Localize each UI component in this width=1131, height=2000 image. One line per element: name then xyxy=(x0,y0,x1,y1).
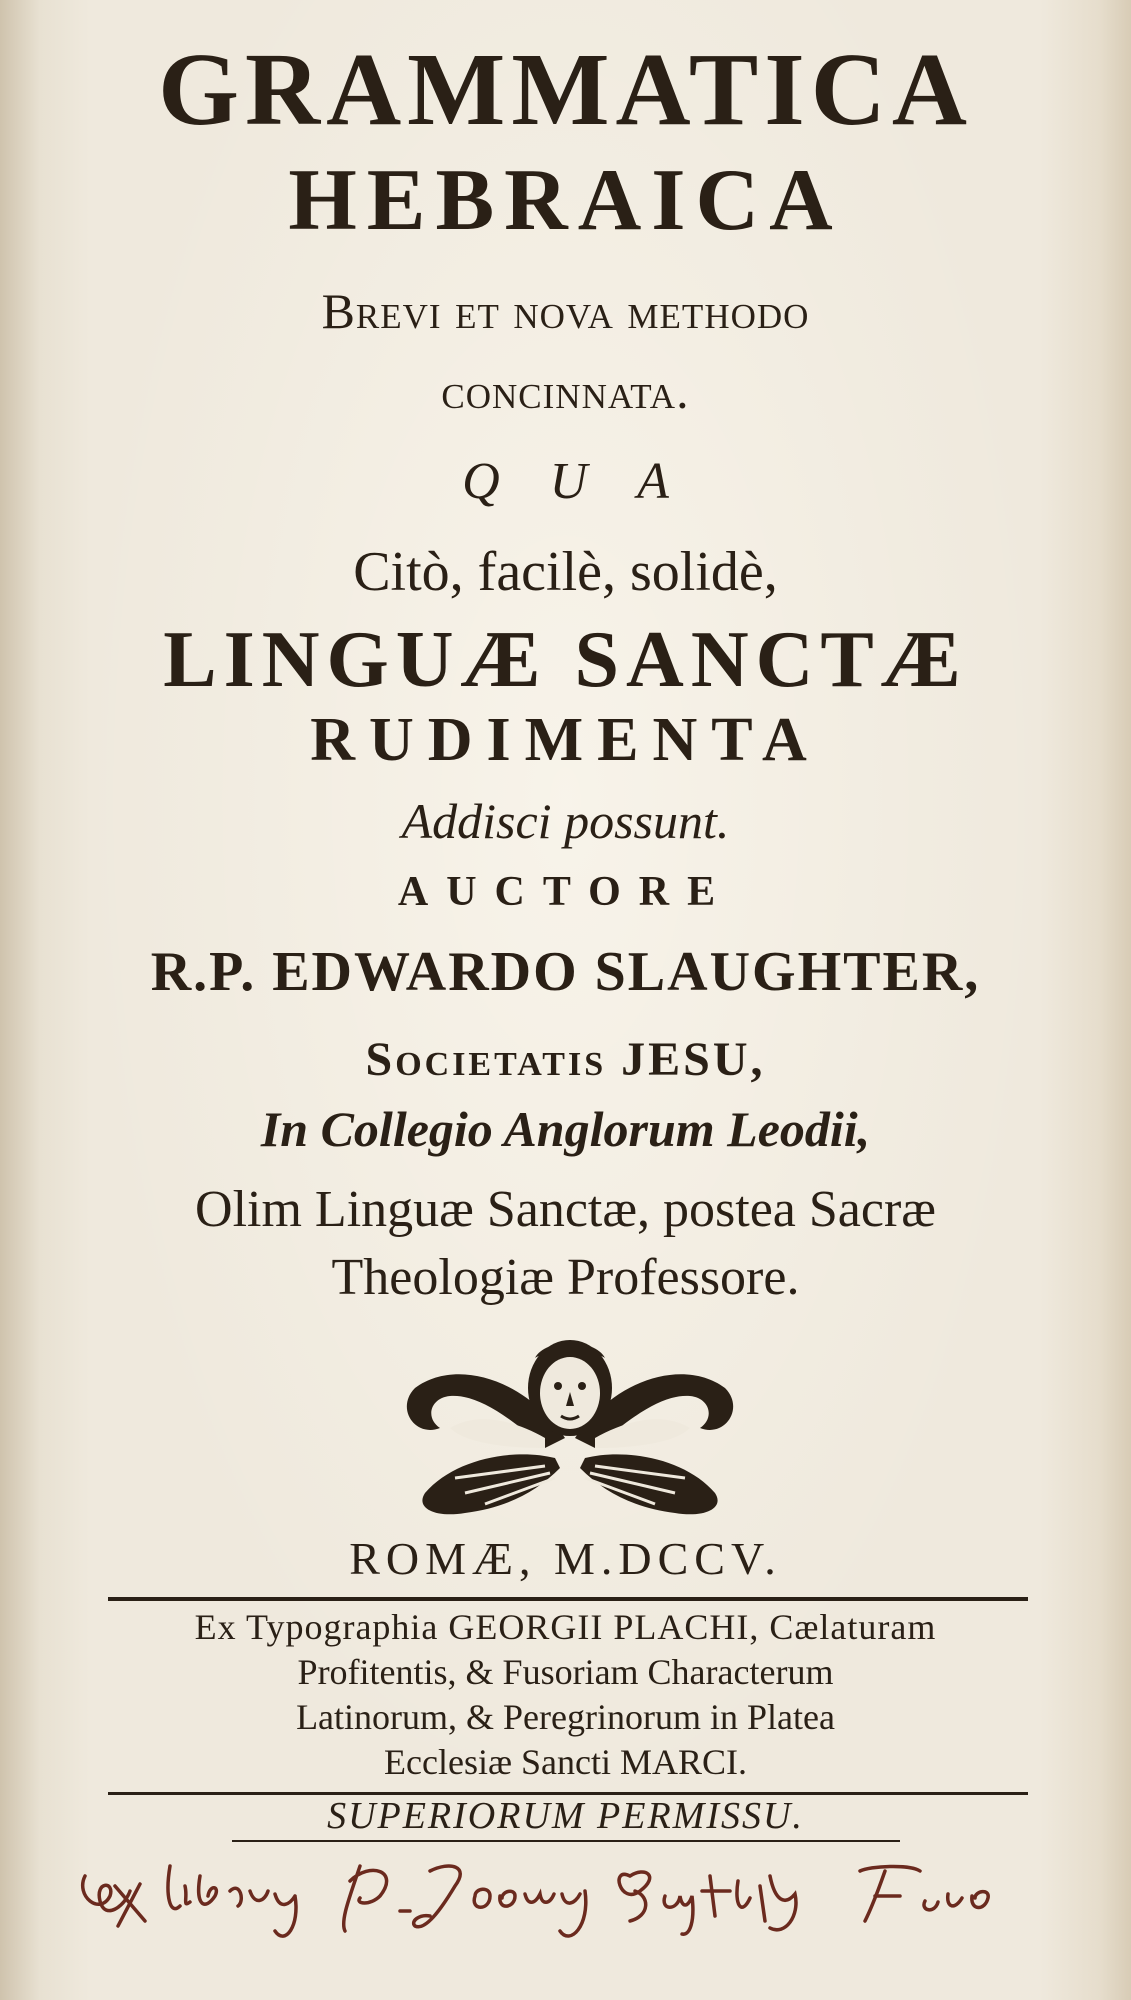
permission-line: SUPERIORUM PERMISSU. xyxy=(327,1795,804,1837)
title-line-1: GRAMMATICA xyxy=(158,32,973,147)
auctore-line: AUCTORE xyxy=(397,869,734,915)
qua-line: QUA xyxy=(462,453,719,510)
qualities-line: Citò, facilè, solidè, xyxy=(353,541,778,603)
place-date-line: ROMÆ, M.DCCV. xyxy=(349,1533,782,1584)
addisci-line: Addisci possunt. xyxy=(401,793,730,849)
author-name: R.P. EDWARDO SLAUGHTER, xyxy=(150,941,981,1003)
subtitle-line-2: concinnata. xyxy=(441,363,690,419)
divider-rule-top xyxy=(108,1597,1028,1601)
lingua-sancta-line: LINGUÆ SANCTÆ xyxy=(163,616,968,704)
imprint-line-2: Profitentis, & Fusoriam Characterum xyxy=(297,1652,834,1692)
subtitle-line-1: Brevi et nova methodo xyxy=(321,283,810,339)
imprint-line-4: Ecclesiæ Sancti MARCI. xyxy=(384,1742,747,1782)
role-line-2: Theologiæ Professore. xyxy=(331,1249,800,1306)
handwritten-inscription xyxy=(70,1836,1090,1966)
rudimenta-line: RUDIMENTA xyxy=(310,706,821,774)
role-line-1: Olim Linguæ Sanctæ, postea Sacræ xyxy=(195,1181,936,1238)
imprint-line-1: Ex Typographia GEORGII PLACHI, Cælaturam xyxy=(194,1607,937,1647)
cherub-ornament-icon xyxy=(395,1318,745,1528)
college-line: In Collegio Anglorum Leodii, xyxy=(260,1101,871,1157)
society-line: Societatis JESU, xyxy=(365,1033,766,1086)
title-line-2: HEBRAICA xyxy=(288,152,843,249)
imprint-line-3: Latinorum, & Peregrinorum in Platea xyxy=(296,1697,835,1737)
